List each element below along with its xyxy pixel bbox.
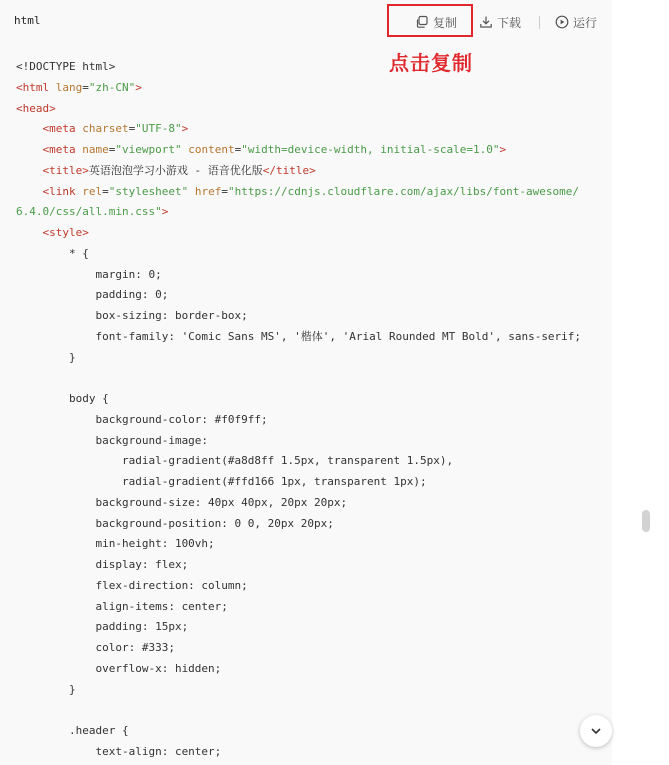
copy-annotation: 点击复制 [389, 51, 473, 75]
code-line [16, 202, 581, 223]
code-line [16, 555, 581, 576]
code-token: charset [82, 122, 129, 136]
code-token [16, 185, 43, 198]
code-line [16, 721, 581, 742]
code-token: .header { [16, 724, 129, 737]
code-token: href [194, 184, 222, 198]
code-token: text-align: center; [16, 744, 222, 758]
code-line [16, 57, 581, 78]
code-token: "UTF-8" [135, 122, 182, 136]
code-token: = [108, 143, 116, 156]
code-token: margin: 0; [16, 267, 162, 281]
code-token: "width=device-width, initial-scale=1.0" [241, 143, 500, 156]
code-line [16, 576, 581, 597]
code-token: <html [16, 80, 56, 94]
code-token: content [188, 143, 235, 156]
code-token: "zh-CN" [88, 80, 136, 94]
code-line [16, 742, 581, 763]
copy-button-label: 复制 [433, 15, 458, 30]
code-token: "stylesheet" [108, 184, 195, 198]
run-button-label: 运行 [573, 15, 598, 30]
code-token: lang [55, 80, 83, 94]
code-token: > [181, 122, 189, 136]
code-line [16, 348, 581, 369]
code-line [16, 244, 581, 265]
code-line [16, 265, 581, 286]
code-token: min-height: 100vh; [16, 537, 215, 551]
code-token: } [16, 682, 76, 696]
code-line [16, 140, 581, 161]
code-token: font-family: 'Comic Sans MS', '楷体', 'Arial Rounded MT Bold', sans-serif; [16, 329, 582, 343]
code-token: color: #333; [16, 641, 175, 654]
code-token: align-items: center; [16, 599, 228, 613]
code-line [16, 597, 581, 618]
code-line [16, 659, 581, 680]
code-token [16, 143, 43, 156]
code-token: > [135, 80, 142, 94]
code-token: <link [42, 184, 83, 198]
scrollbar-thumb[interactable] [642, 510, 650, 532]
code-token: 6.4.0/css/all.min.css" [16, 205, 162, 219]
code-line [16, 410, 581, 431]
code-line [16, 700, 581, 721]
code-token: body { [16, 392, 109, 405]
code-line [16, 534, 581, 555]
code-token: > [161, 205, 169, 219]
code-line [16, 99, 581, 120]
code-token: </title> [262, 163, 316, 177]
code-token: radial-gradient(#a8d8ff 1.5px, transparent 1.5px), [16, 454, 454, 468]
code-token [16, 164, 43, 177]
run-button[interactable] [555, 12, 597, 32]
code-line [16, 431, 581, 452]
code-token: = [234, 143, 242, 156]
play-circle-icon [555, 15, 569, 29]
code-token: background-image: [16, 433, 209, 447]
code-token [16, 226, 43, 239]
scroll-down-button[interactable] [580, 715, 612, 747]
toolbar-divider [539, 16, 540, 29]
code-line [16, 617, 581, 638]
copy-highlight-box [387, 4, 473, 37]
code-token: = [128, 122, 136, 136]
code-token: background-size: 40px 40px, 20px 20px; [16, 495, 348, 509]
code-token: <head> [16, 101, 56, 115]
download-icon [479, 15, 493, 29]
code-line [16, 389, 581, 410]
code-line [16, 182, 581, 203]
code-token: background-position: 0 0, 20px 20px; [16, 516, 334, 530]
code-line [16, 285, 581, 306]
code-line [16, 306, 581, 327]
code-line [16, 451, 581, 472]
code-line [16, 680, 581, 701]
code-line [16, 327, 581, 348]
code-line [16, 161, 581, 182]
code-line [16, 223, 581, 244]
code-block-header [0, 0, 612, 44]
code-token: = [82, 80, 89, 94]
code-line [16, 78, 581, 99]
code-token: <style> [42, 226, 89, 239]
code-token: <!DOCTYPE html> [16, 60, 116, 73]
code-token: 英语泡泡学习小游戏 - 语音优化版 [88, 163, 263, 177]
code-token: <meta [42, 143, 83, 156]
download-button[interactable] [479, 12, 521, 32]
code-line [16, 472, 581, 493]
code-token: background-color: #f0f9ff; [16, 412, 268, 426]
code-language-label: html [14, 14, 41, 27]
code-line [16, 119, 581, 140]
code-token: display: flex; [16, 558, 189, 571]
code-token: box-sizing: border-box; [16, 309, 248, 322]
code-token: > [499, 143, 507, 156]
code-token: * { [16, 246, 89, 260]
code-token: "https://cdnjs.cloudflare.com/ajax/libs/font-awesome/ [227, 184, 579, 198]
code-line [16, 514, 581, 535]
code-token: } [16, 350, 76, 364]
code-token: name [82, 143, 109, 156]
code-token: overflow-x: hidden; [16, 661, 222, 675]
download-button-label: 下载 [497, 15, 522, 30]
code-token: = [221, 184, 228, 198]
code-token: <title> [42, 163, 89, 177]
code-token: radial-gradient(#ffd166 1px, transparent 1px); [16, 475, 427, 488]
code-token [16, 122, 43, 135]
code-line [16, 493, 581, 514]
chevron-down-icon [590, 725, 602, 737]
code-token: padding: 0; [16, 288, 169, 302]
code-token: padding: 15px; [16, 620, 189, 634]
code-token: = [102, 184, 109, 198]
code-line [16, 368, 581, 389]
code-token: <meta [42, 122, 83, 136]
code-token: rel [82, 184, 103, 198]
code-token: flex-direction: column; [16, 578, 248, 592]
code-content [16, 57, 581, 763]
code-line [16, 638, 581, 659]
code-token: "viewport" [115, 143, 189, 156]
